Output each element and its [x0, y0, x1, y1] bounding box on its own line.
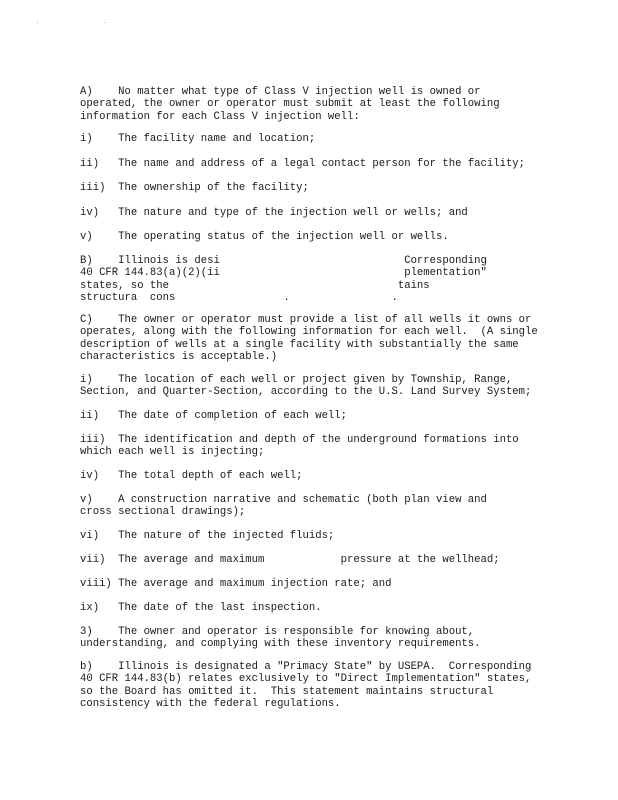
paragraph-iv	[80, 207, 550, 219]
text-line: 40 CFR 144.83(a)(2)(ii plementation"	[80, 267, 487, 280]
text-line: v) The operating status of the injection well or wells.	[80, 231, 449, 243]
paragraph-iii	[80, 182, 550, 194]
text-line: consistency with the federal regulations.	[80, 697, 341, 710]
text-line: ix) The date of the last inspection.	[80, 602, 322, 614]
text-line: cross sectional drawings);	[80, 506, 246, 519]
paragraph-c-viii	[80, 578, 550, 590]
text-line: iii) The ownership of the facility;	[80, 182, 309, 194]
paragraph-A	[80, 86, 550, 123]
text-line: v) A construction narrative and schematic (both plan view and	[80, 494, 487, 506]
paragraph-c-iv	[80, 470, 550, 482]
paragraph-B	[80, 255, 550, 304]
paragraph-c-ix	[80, 602, 550, 614]
text-line: i) The facility name and location;	[80, 133, 316, 145]
paragraph-c-iii	[80, 434, 550, 459]
text-line: operates, along with the following information for each well. (A single	[80, 326, 538, 339]
text-line: Section, and Quarter-Section, according to the U.S. Land Survey System;	[80, 386, 532, 399]
text-line: vi) The nature of the injected fluids;	[80, 530, 335, 542]
text-line: so the Board has omitted it. This statement maintains structural	[80, 685, 494, 698]
paragraph-v	[80, 231, 550, 243]
text-line: operated, the owner or operator must submit at least the following	[80, 98, 500, 111]
text-line: B) Illinois is desi Corresponding	[80, 255, 487, 267]
text-line: 40 CFR 144.83(b) relates exclusively to "Direct Implementation" states,	[80, 673, 532, 686]
text-line: iv) The nature and type of the injection well or wells; and	[80, 207, 468, 219]
text-line: states, so the tains	[80, 279, 430, 292]
text-line: ii) The date of completion of each well;	[80, 410, 348, 422]
paragraph-c-v	[80, 494, 550, 519]
text-line: structura cons . .	[80, 291, 398, 304]
paragraph-c-vi	[80, 530, 550, 542]
text-line: iii) The identification and depth of the underground formations into	[80, 434, 519, 446]
paragraph-3	[80, 626, 550, 651]
text-line: A) No matter what type of Class V injection well is owned or	[80, 86, 481, 98]
text-line: ii) The name and address of a legal contact person for the facility;	[80, 158, 526, 170]
paragraph-c-i	[80, 374, 550, 399]
text-line: characteristics is acceptable.)	[80, 350, 278, 363]
text-line: vii) The average and maximum pressure at the wellhead;	[80, 554, 500, 566]
text-line: description of wells at a single facility with substantially the same	[80, 338, 519, 351]
text-line: b) Illinois is designated a "Primacy State" by USEPA. Corresponding	[80, 661, 532, 673]
text-line: understanding, and complying with these inventory requirements.	[80, 638, 481, 651]
paragraph-c-vii	[80, 554, 550, 566]
corner-mark: . .	[36, 18, 137, 25]
paragraph-b	[80, 661, 550, 710]
text-line: viii) The average and maximum injection rate; and	[80, 578, 392, 590]
paragraph-ii	[80, 158, 550, 170]
text-line: i) The location of each well or project given by Township, Range,	[80, 374, 513, 386]
text-line: iv) The total depth of each well;	[80, 470, 303, 482]
text-line: which each well is injecting;	[80, 446, 265, 459]
paragraph-i	[80, 133, 550, 145]
text-line: 3) The owner and operator is responsible for knowing about,	[80, 626, 475, 638]
text-line: information for each Class V injection well:	[80, 110, 360, 123]
text-line: C) The owner or operator must provide a list of all wells it owns or	[80, 314, 532, 326]
paragraph-C	[80, 314, 550, 363]
paragraph-c-ii	[80, 410, 550, 422]
